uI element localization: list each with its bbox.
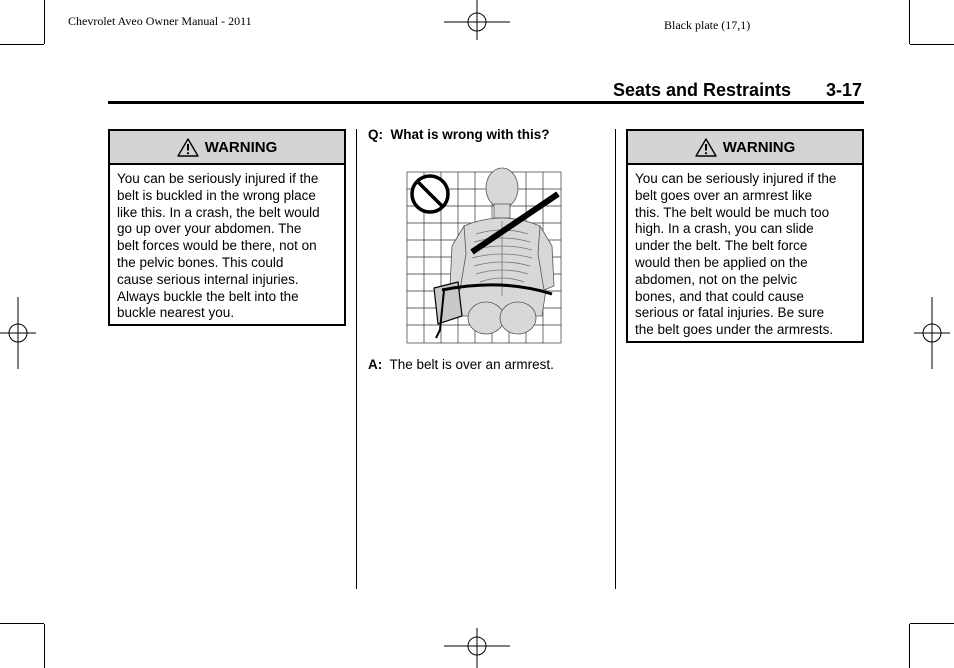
column-divider-left xyxy=(356,129,357,589)
warning-line: serious or fatal injuries. Be sure xyxy=(635,305,825,321)
manual-title: Chevrolet Aveo Owner Manual - 2011 xyxy=(68,14,252,28)
warning-box-left xyxy=(108,129,346,326)
warning-line: the belt goes under the armrests. xyxy=(635,322,834,338)
warning-text xyxy=(628,165,862,339)
warning-header xyxy=(110,131,344,165)
warning-line: belt is buckled in the wrong place xyxy=(117,187,316,203)
warning-header xyxy=(628,131,862,165)
warning-line: You can be seriously injured if the xyxy=(635,171,837,186)
warning-line: abdomen, not on the pelvic xyxy=(635,271,798,287)
warning-line: You can be seriously injured if the xyxy=(117,171,319,186)
warning-line: cause serious internal injuries. xyxy=(117,271,299,287)
section-title: Seats and Restraints xyxy=(613,80,792,100)
plate-label: Black plate (17,1) xyxy=(664,18,751,32)
question xyxy=(368,127,550,142)
answer-text: The belt is over an armrest. xyxy=(389,357,554,372)
warning-line: Always buckle the belt into the xyxy=(117,288,299,304)
warning-line: under the belt. The belt force xyxy=(635,238,808,254)
answer-label: A: xyxy=(368,357,383,372)
warning-text xyxy=(110,165,344,322)
warning-icon xyxy=(695,138,717,157)
registration-mark-bottom xyxy=(440,624,514,668)
question-text: What is wrong with this? xyxy=(390,127,550,142)
warning-line: like this. In a crash, the belt would xyxy=(117,204,320,220)
page-number: 3-17 xyxy=(826,80,863,100)
warning-line: would then be applied on the xyxy=(635,254,808,270)
warning-title: WARNING xyxy=(722,138,796,156)
registration-mark-left xyxy=(0,295,40,371)
warning-line: the pelvic bones. This could xyxy=(117,254,284,270)
answer xyxy=(368,357,554,372)
warning-line: this. The belt would be much too xyxy=(635,204,830,220)
warning-title: WARNING xyxy=(204,138,278,156)
warning-line: bones, and that could cause xyxy=(635,288,804,304)
warning-line: go up over your abdomen. The xyxy=(117,221,302,237)
column-divider-right xyxy=(615,129,616,589)
warning-icon xyxy=(177,138,199,157)
warning-line: belt goes over an armrest like xyxy=(635,187,813,203)
header-rule xyxy=(108,101,864,104)
warning-box-right xyxy=(626,129,864,343)
belt-over-armrest-illustration xyxy=(406,166,562,344)
registration-mark-right xyxy=(914,295,954,371)
question-label: Q: xyxy=(368,127,383,142)
warning-line: buckle nearest you. xyxy=(117,305,235,321)
registration-mark-top xyxy=(440,0,514,44)
warning-line: belt forces would be there, not on xyxy=(117,238,317,254)
warning-line: high. In a crash, you can slide xyxy=(635,221,814,237)
